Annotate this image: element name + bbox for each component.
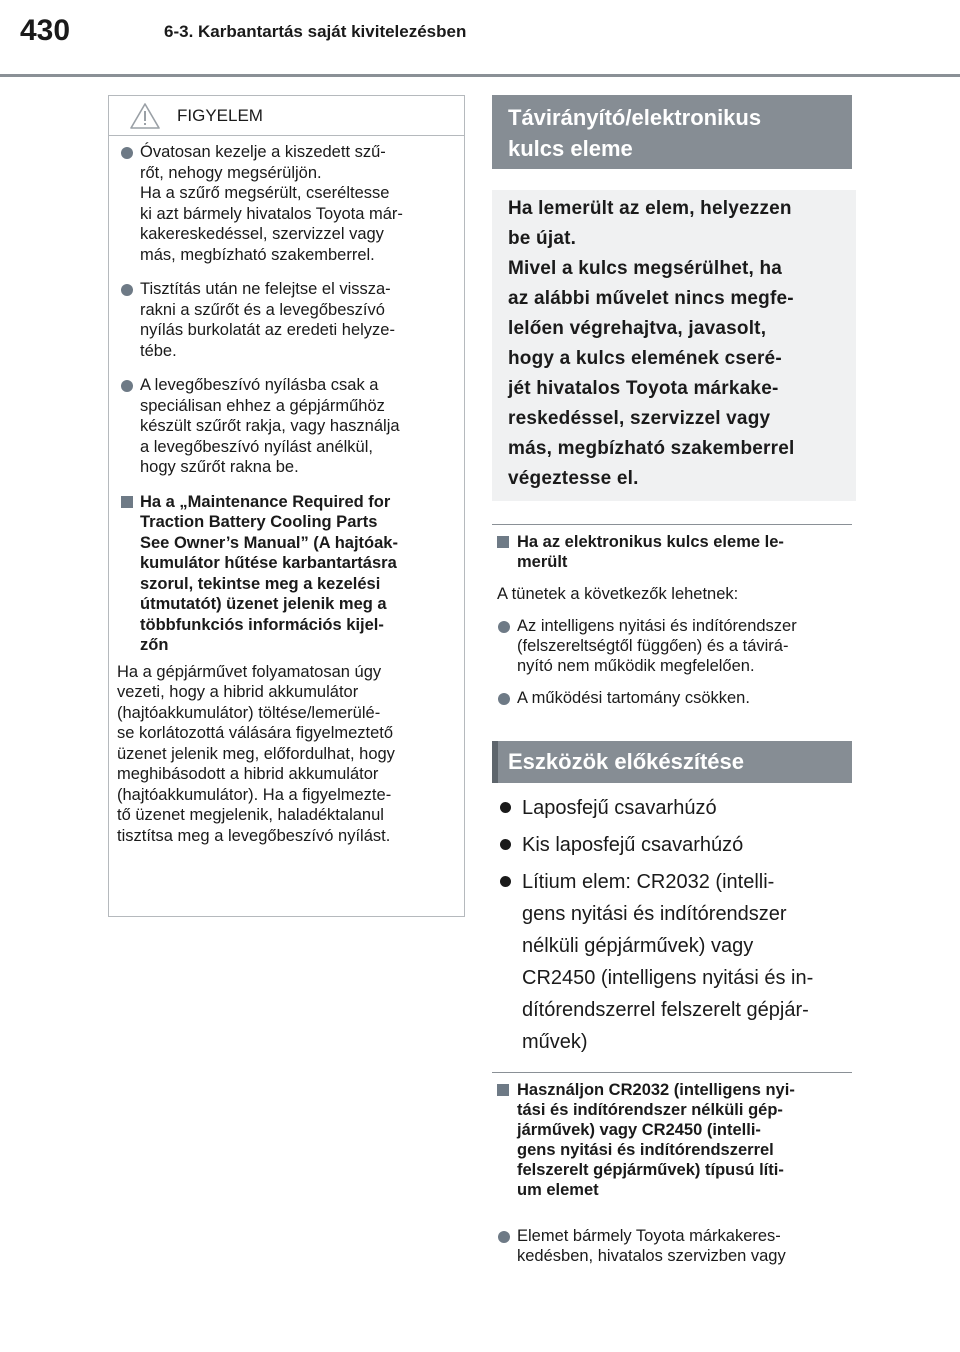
warning-bullet [117, 142, 455, 265]
warning-bullet-text: Tisztítás után ne felejtse el vissza- rakni a szűrőt és a levegőbeszívó nyílás burkolatát az eredeti helyze- tébe. [140, 280, 395, 360]
tool-item [497, 792, 857, 824]
bullet-dot-icon [498, 621, 510, 633]
section-accent-bar [492, 741, 498, 783]
page-number: 430 [20, 14, 71, 47]
symptom-item [497, 688, 857, 708]
square-bullet-icon [497, 536, 509, 548]
bullet-dot-icon [500, 876, 511, 887]
symptom-text: A működési tartomány csökken. [517, 689, 750, 707]
dealer-note [497, 1226, 857, 1266]
bullet-dot-icon [121, 147, 133, 159]
lead-box [492, 190, 856, 501]
bullet-dot-icon [121, 380, 133, 392]
tool-item [497, 829, 857, 861]
bullet-dot-icon [500, 802, 511, 813]
warning-bullet-text: Óvatosan kezelje a kiszedett szű- rőt, nehogy megsérüljön. Ha a szűrő megsérült, cseréltesse ki azt bármely hivatalos Toyota már- kakereskedéssel, szervizzel vagy más, megbízható szakemberrel. [140, 143, 403, 264]
header-divider [0, 74, 960, 77]
tool-text: Laposfejű csavarhúzó [522, 797, 717, 819]
square-bullet-icon [121, 496, 133, 508]
tools-list [497, 792, 857, 1063]
subheading-text: Használjon CR2032 (intelligens nyi- tási és indítórendszer nélküli gép- járművek) vagy CR2450 (intelli- gens nyitási és indítórendszerrel felszerelt gépjárművek) típusú líti- um elemet [517, 1081, 795, 1199]
warning-body [117, 142, 455, 846]
warning-paragraph: Ha a gépjárművet folyamatosan úgy vezeti, hogy a hibrid akkumulátor (hajtóakkumulátor) töltése/lemerülé- se korlátozottá válására figyelmeztető üzenet jelenik meg, előfordulhat, hogy meghibásodott a hibrid akkumulátor (hajtóakkumulátor). Ha a figyelmezte- tő üzenet megjelenik, haladéktalanul tisztítsa meg a levegőbeszívó nyílást. [117, 662, 395, 845]
warning-subheading [117, 492, 455, 656]
subheading-battery-type [497, 1080, 857, 1200]
bullet-dot-icon [121, 284, 133, 296]
warning-box [108, 95, 465, 917]
lead-text: Ha lemerült az elem, helyezzen be újat. Mivel a kulcs megsérülhet, ha az alábbi művelet nincs megfe- lelően végrehajtva, javasolt, hogy a kulcs elemének cseré- jét hivatalos Toyota márkake- reskedéssel, szervizzel vagy más, megbízható szakemberrel végeztesse el. [508, 198, 795, 489]
divider [492, 524, 852, 525]
warning-title: FIGYELEM [177, 106, 263, 125]
warning-header [109, 96, 464, 136]
square-bullet-icon [497, 1084, 509, 1096]
bullet-dot-icon [500, 839, 511, 850]
section-title-tools: Eszközök előkészítése [492, 741, 852, 783]
tool-text: Kis laposfejű csavarhúzó [522, 834, 744, 856]
dealer-note-text: Elemet bármely Toyota márkakeres- kedésben, hivatalos szervizben vagy [517, 1227, 786, 1265]
section-title-key-battery: Távirányító/elektronikus kulcs eleme [492, 95, 852, 169]
warning-triangle-icon [129, 102, 161, 130]
subheading-battery-dead [497, 532, 857, 572]
tool-text: Lítium elem: CR2032 (intelli- gens nyitási és indítórendszer nélküli gépjárművek) vagy CR2450 (intelligens nyitási és in- dítórendszerrel felszerelt gépjár- művek) [522, 871, 814, 1053]
warning-bullet [117, 279, 455, 361]
warning-subheading-text: Ha a „Maintenance Required for Traction Battery Cooling Parts See Owner’s Manual” (A hajtóak- kumulátor hűtése karbantartásra szorul, tekintse meg a kezelési útmutatót) üzenet jelenik meg a többfunkciós információs kijel- zőn [140, 492, 398, 654]
subheading-text: Ha az elektronikus kulcs eleme le- merült [517, 533, 784, 571]
warning-bullet-text: A levegőbeszívó nyílásba csak a speciálisan ehhez a gépjárműhöz készült szűrőt rakja, vagy használja a levegőbeszívó nyílást anélkül, hogy szűrőt rakna be. [140, 376, 400, 476]
bullet-dot-icon [498, 1231, 510, 1243]
bullet-dot-icon [498, 693, 510, 705]
divider [492, 1072, 852, 1073]
symptoms-intro: A tünetek a következők lehetnek: [497, 585, 739, 603]
chapter-title: 6-3. Karbantartás saját kivitelezésben [164, 22, 467, 41]
warning-bullet [117, 375, 455, 478]
symptom-text: Az intelligens nyitási és indítórendszer (felszereltségtől függően) és a távirá- nyító nem működik megfelelően. [517, 617, 797, 675]
symptom-item [497, 616, 857, 676]
tool-item [497, 866, 857, 1058]
